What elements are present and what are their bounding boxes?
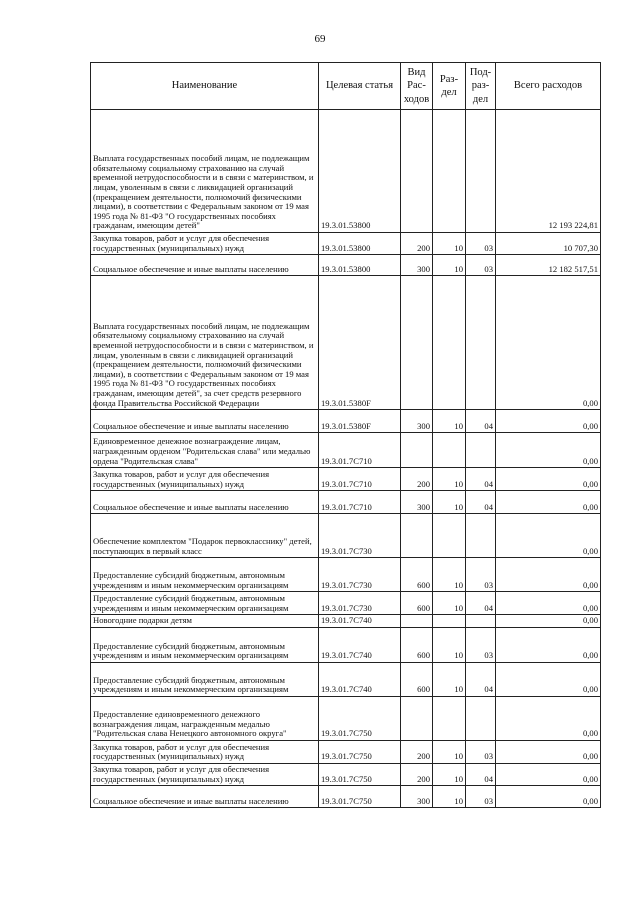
row-target-code: 19.3.01.7С750 [319, 763, 401, 785]
row-total: 0,00 [496, 740, 601, 763]
table-row [91, 592, 601, 615]
row-total: 0,00 [496, 627, 601, 662]
row-total: 0,00 [496, 763, 601, 785]
table-row [91, 740, 601, 763]
row-section: 10 [433, 255, 466, 276]
table-row [91, 433, 601, 468]
row-name: Новогодние подарки детям [91, 615, 319, 628]
row-target-code: 19.3.01.7С750 [319, 696, 401, 740]
row-name: Предоставление субсидий бюджетным, автономным учреждениям и иным некоммерческим организациям [91, 592, 319, 615]
row-subsection: 03 [466, 233, 496, 255]
table-row [91, 514, 601, 558]
row-section: 10 [433, 468, 466, 491]
row-section: 10 [433, 558, 466, 592]
row-kind [401, 696, 433, 740]
row-target-code: 19.3.01.7С740 [319, 627, 401, 662]
row-kind: 600 [401, 558, 433, 592]
page-number: 69 [314, 33, 326, 45]
row-subsection [466, 276, 496, 410]
table-row [91, 468, 601, 491]
header-subsection: Под-раз-дел [466, 63, 496, 110]
row-kind: 300 [401, 255, 433, 276]
table-row [91, 233, 601, 255]
table-header-row [91, 63, 601, 110]
row-section: 10 [433, 592, 466, 615]
row-total: 0,00 [496, 276, 601, 410]
row-subsection [466, 110, 496, 233]
row-subsection [466, 433, 496, 468]
row-section [433, 696, 466, 740]
row-target-code: 19.3.01.7С710 [319, 433, 401, 468]
table-row [91, 491, 601, 514]
table-row [91, 763, 601, 785]
row-name: Закупка товаров, работ и услуг для обеспечения государственных (муниципальных) нужд [91, 763, 319, 785]
row-total: 0,00 [496, 786, 601, 808]
row-name: Закупка товаров, работ и услуг для обеспечения государственных (муниципальных) нужд [91, 468, 319, 491]
row-subsection: 04 [466, 662, 496, 696]
row-section: 10 [433, 410, 466, 433]
table-row [91, 615, 601, 628]
row-target-code: 19.3.01.7С750 [319, 786, 401, 808]
row-target-code: 19.3.01.7С730 [319, 592, 401, 615]
table-row [91, 662, 601, 696]
row-section: 10 [433, 763, 466, 785]
table-row [91, 696, 601, 740]
row-section: 10 [433, 662, 466, 696]
row-kind [401, 514, 433, 558]
row-kind: 300 [401, 491, 433, 514]
row-name: Социальное обеспечение и иные выплаты населению [91, 255, 319, 276]
row-target-code: 19.3.01.5380F [319, 410, 401, 433]
row-name: Предоставление субсидий бюджетным, автономным учреждениям и иным некоммерческим организациям [91, 627, 319, 662]
table-row [91, 627, 601, 662]
table-row [91, 410, 601, 433]
budget-table [90, 62, 601, 808]
row-subsection: 03 [466, 255, 496, 276]
row-kind: 600 [401, 662, 433, 696]
row-target-code: 19.3.01.7С730 [319, 558, 401, 592]
row-target-code: 19.3.01.7С710 [319, 491, 401, 514]
row-subsection: 03 [466, 627, 496, 662]
row-target-code: 19.3.01.7С740 [319, 615, 401, 628]
row-section [433, 276, 466, 410]
row-kind: 600 [401, 592, 433, 615]
row-kind [401, 433, 433, 468]
table-row [91, 255, 601, 276]
row-kind: 200 [401, 740, 433, 763]
row-target-code: 19.3.01.7С750 [319, 740, 401, 763]
row-total: 0,00 [496, 514, 601, 558]
header-total: Всего расходов [496, 63, 601, 110]
row-subsection [466, 615, 496, 628]
row-total: 0,00 [496, 615, 601, 628]
row-name: Единовременное денежное вознаграждение лицам, награжденным орденом "Родительская слава" или медалью ордена "Родительская слава" [91, 433, 319, 468]
row-subsection [466, 514, 496, 558]
row-section [433, 615, 466, 628]
row-total: 10 707,30 [496, 233, 601, 255]
row-total: 0,00 [496, 592, 601, 615]
row-total: 0,00 [496, 410, 601, 433]
row-total: 0,00 [496, 696, 601, 740]
row-name: Предоставление единовременного денежного вознаграждения лицам, награжденным медалью "Родительская слава Ненецкого автономного округа" [91, 696, 319, 740]
row-name: Обеспечение комплектом "Подарок первокласснику" детей, поступающих в первый класс [91, 514, 319, 558]
row-kind [401, 276, 433, 410]
header-kind: Вид Рас-ходов [401, 63, 433, 110]
row-kind: 200 [401, 233, 433, 255]
row-target-code: 19.3.01.7С730 [319, 514, 401, 558]
table-row [91, 558, 601, 592]
table-row [91, 110, 601, 233]
row-total: 0,00 [496, 662, 601, 696]
row-subsection: 03 [466, 558, 496, 592]
row-subsection: 03 [466, 786, 496, 808]
row-target-code: 19.3.01.53800 [319, 110, 401, 233]
row-subsection: 04 [466, 491, 496, 514]
row-target-code: 19.3.01.53800 [319, 233, 401, 255]
row-subsection: 04 [466, 410, 496, 433]
row-section [433, 433, 466, 468]
row-name: Социальное обеспечение и иные выплаты населению [91, 491, 319, 514]
row-section: 10 [433, 740, 466, 763]
row-target-code: 19.3.01.5380F [319, 276, 401, 410]
row-name: Социальное обеспечение и иные выплаты населению [91, 410, 319, 433]
row-subsection: 03 [466, 740, 496, 763]
header-section: Раз-дел [433, 63, 466, 110]
header-target: Целевая статья [319, 63, 401, 110]
table-body [91, 110, 601, 808]
row-kind [401, 615, 433, 628]
row-name: Закупка товаров, работ и услуг для обеспечения государственных (муниципальных) нужд [91, 740, 319, 763]
row-total: 0,00 [496, 433, 601, 468]
row-name: Предоставление субсидий бюджетным, автономным учреждениям и иным некоммерческим организациям [91, 662, 319, 696]
row-name: Предоставление субсидий бюджетным, автономным учреждениям и иным некоммерческим организациям [91, 558, 319, 592]
row-name: Выплата государственных пособий лицам, не подлежащим обязательному социальному страхованию на случай временной нетрудоспособности и в связи с материнством, и лицам, уволенным в связи с ликвидацией организаций (прекращением деятельности, полномочий физическими лицами), в соответствии с Федеральным законом от 19 мая 1995 года № 81-ФЗ "О государственных пособиях гражданам, имеющим детей" [91, 110, 319, 233]
row-section [433, 514, 466, 558]
row-kind: 200 [401, 468, 433, 491]
row-section [433, 110, 466, 233]
row-total: 12 182 517,51 [496, 255, 601, 276]
row-target-code: 19.3.01.7С740 [319, 662, 401, 696]
row-total: 0,00 [496, 468, 601, 491]
row-section: 10 [433, 491, 466, 514]
row-subsection: 04 [466, 592, 496, 615]
row-kind: 600 [401, 627, 433, 662]
table-row [91, 276, 601, 410]
row-total: 0,00 [496, 558, 601, 592]
row-total: 0,00 [496, 491, 601, 514]
row-kind: 300 [401, 410, 433, 433]
row-target-code: 19.3.01.7С710 [319, 468, 401, 491]
row-subsection [466, 696, 496, 740]
row-name: Социальное обеспечение и иные выплаты населению [91, 786, 319, 808]
row-kind: 200 [401, 763, 433, 785]
table-row [91, 786, 601, 808]
row-subsection: 04 [466, 763, 496, 785]
row-total: 12 193 224,81 [496, 110, 601, 233]
row-target-code: 19.3.01.53800 [319, 255, 401, 276]
row-section: 10 [433, 233, 466, 255]
row-name: Выплата государственных пособий лицам, не подлежащим обязательному социальному страхованию на случай временной нетрудоспособности и в связи с материнством, и лицам, уволенным в связи с ликвидацией организаций (прекращением деятельности, полномочий физическими лицами), в соответствии с Федеральным законом от 19 мая 1995 года № 81-ФЗ "О государственных пособиях гражданам, имеющим детей", за счет средств резервного фонда Правительства Российской Федерации [91, 276, 319, 410]
row-kind: 300 [401, 786, 433, 808]
header-name: Наименование [91, 63, 319, 110]
row-kind [401, 110, 433, 233]
row-section: 10 [433, 786, 466, 808]
row-section: 10 [433, 627, 466, 662]
row-subsection: 04 [466, 468, 496, 491]
row-name: Закупка товаров, работ и услуг для обеспечения государственных (муниципальных) нужд [91, 233, 319, 255]
